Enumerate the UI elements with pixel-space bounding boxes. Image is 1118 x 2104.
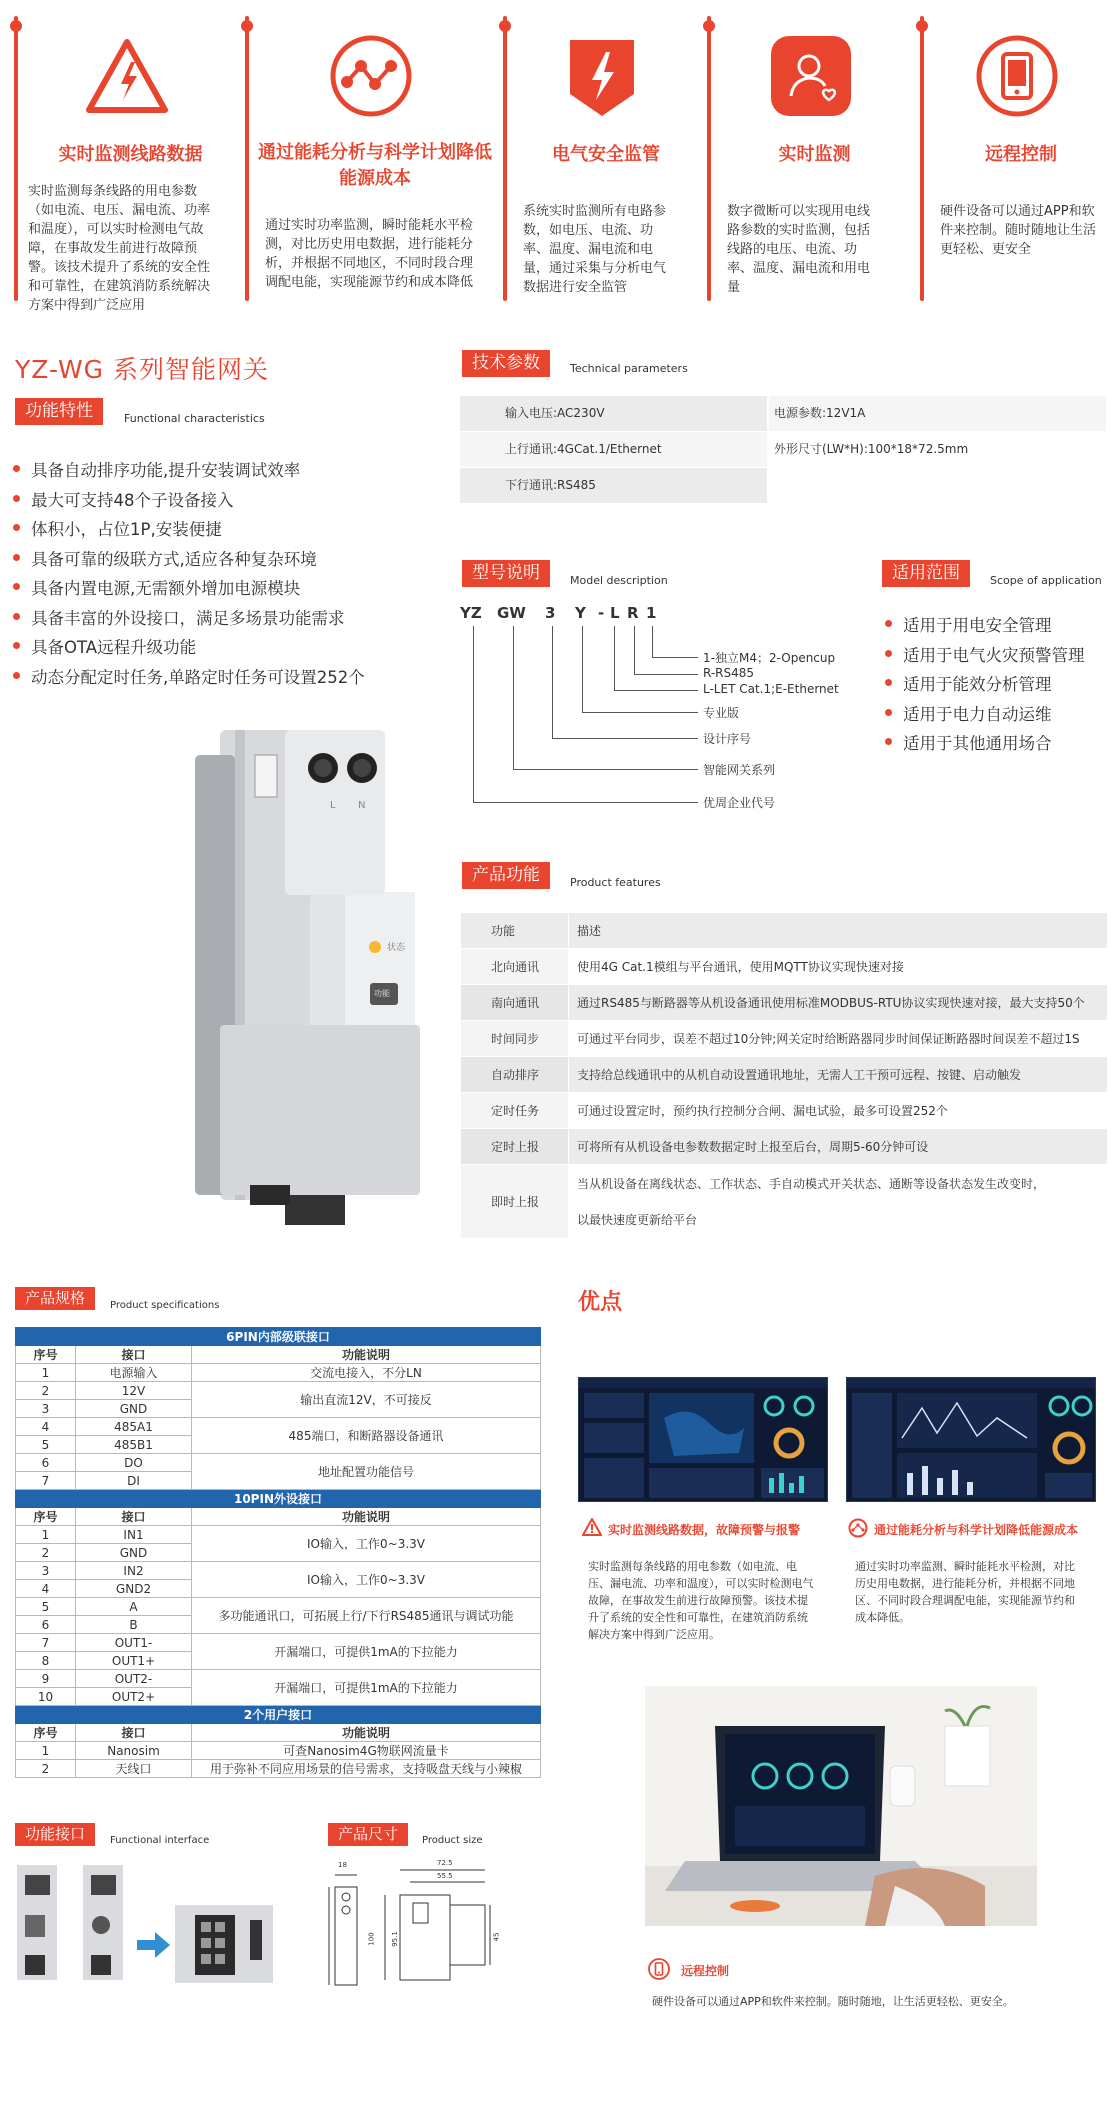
spec-cell-desc: 可查Nanosim4G物联网流量卡 — [192, 1742, 541, 1760]
adv-title: 优点 — [578, 1290, 623, 1315]
lightning-shield-icon — [560, 34, 644, 118]
device-status-label: 状态 — [387, 943, 406, 953]
func-char-item: 具备可靠的级联方式,适应各种复杂环境 — [13, 546, 317, 570]
pf-row-desc: 支持给总线通讯中的从机自动设置通讯地址，无需人工干预可远程、按键、启动触发 — [569, 1057, 1108, 1093]
product-spec-table — [15, 1327, 541, 1778]
device-func-button: 功能 — [374, 989, 390, 998]
feature-card — [245, 16, 493, 301]
spec-cell-desc: 交流电接入，不分LN — [192, 1364, 541, 1382]
model-connector-v — [473, 626, 474, 802]
spec-cell-no: 3 — [16, 1400, 76, 1418]
func-char-item: 具备OTA远程升级功能 — [13, 634, 196, 658]
spec-cell-iface: Nanosim — [76, 1742, 192, 1760]
network-nodes-icon — [329, 34, 413, 118]
spec-cell-iface: IN1 — [76, 1526, 192, 1544]
spec-col-no: 序号 — [16, 1508, 76, 1526]
model-connector-h — [473, 802, 698, 803]
func-char-item: 具备自动排序功能,提升安装调试效率 — [13, 457, 300, 481]
pf-row-desc: 可通过平台同步，误差不超过10分钟;网关定时给断路器同步时间保证断路器时间误差不超过1S — [569, 1021, 1108, 1057]
spec-cell-no: 5 — [16, 1598, 76, 1616]
spec-cell-iface: DI — [76, 1472, 192, 1490]
feature-title: 电气安全监管 — [552, 144, 660, 165]
user-monitor-icon — [769, 34, 853, 118]
spec-cell-iface: 485B1 — [76, 1436, 192, 1454]
model-code-part: 3 — [545, 604, 556, 622]
model-code-part: - — [598, 604, 605, 622]
size-tag: 产品尺寸 — [328, 1823, 408, 1846]
scope-tag: 适用范围 — [882, 560, 970, 587]
spec-cell-no: 1 — [16, 1742, 76, 1760]
dimension-drawing — [325, 1855, 565, 1990]
model-connector-h — [652, 657, 698, 658]
scope-item: 适用于其他通用场合 — [885, 730, 1052, 754]
feature-title: 实时监测线路数据 — [58, 144, 203, 165]
dim-height2: 95.1 — [390, 1931, 399, 1947]
spec-cell-desc: IO输入，工作0~3.3V — [192, 1526, 541, 1562]
spec-cell-no: 6 — [16, 1616, 76, 1634]
model-label: 智能网关系列 — [703, 763, 776, 777]
spec-cell-iface: 12V — [76, 1382, 192, 1400]
model-code-part: 1 — [646, 604, 657, 622]
pf-header-func: 功能 — [461, 913, 569, 949]
model-connector-h — [552, 738, 698, 739]
model-connector-v — [634, 626, 635, 674]
device-image — [190, 725, 430, 1230]
spec-cell-iface: GND — [76, 1544, 192, 1562]
pf-row-func: 时间同步 — [461, 1021, 569, 1057]
model-connector-h — [582, 712, 698, 713]
spec-col-iface: 接口 — [76, 1346, 192, 1364]
model-tag: 型号说明 — [462, 560, 550, 587]
model-label: R-RS485 — [703, 666, 755, 680]
feature-title: 远程控制 — [985, 144, 1057, 165]
spec-col-iface: 接口 — [76, 1724, 192, 1742]
pf-row-func: 自动排序 — [461, 1057, 569, 1093]
feature-desc: 硬件设备可以通过APP和软件来控制。随时随地让生活更轻松、更安全 — [940, 204, 1097, 257]
pf-row-desc — [569, 1165, 1108, 1239]
feature-card — [14, 16, 235, 313]
iface-en: Functional interface — [110, 1835, 210, 1846]
spec-cell-no: 7 — [16, 1634, 76, 1652]
scope-item: 适用于能效分析管理 — [885, 671, 1052, 695]
adv1-desc: 实时监测每条线路的用电参数（如电流、电压、漏电流、功率和温度），可以实时检测电气故障，在事故发生前进行故障预警。该技术提升了系统的安全性和可靠性，在建筑消防系统解决方案中得到广泛应用。 — [588, 1560, 814, 1641]
adv3-desc: 硬件设备可以通过APP和软件来控制。随时随地，让生活更轻松、更安全。 — [652, 1995, 1014, 2008]
prod-func-en: Product features — [570, 876, 661, 889]
dim-height: 100 — [367, 1932, 376, 1946]
func-chars-en: Functional characteristics — [124, 412, 265, 425]
spec-cell-iface: B — [76, 1616, 192, 1634]
spec-cell-iface: OUT2- — [76, 1670, 192, 1688]
model-code-part: L — [610, 604, 620, 622]
device-label-n: N — [358, 800, 366, 811]
model-code-part: R — [627, 604, 639, 622]
model-label: 优周企业代号 — [703, 796, 776, 810]
spec-cell-desc: 开漏端口，可提供1mA的下拉能力 — [192, 1670, 541, 1706]
model-connector-h — [634, 674, 698, 675]
spec-cell-iface: DO — [76, 1454, 192, 1472]
spec-cell-no: 2 — [16, 1760, 76, 1778]
scope-item: 适用于用电安全管理 — [885, 612, 1052, 636]
func-chars-tag: 功能特性 — [15, 398, 103, 425]
dashboard-screenshot-1 — [578, 1377, 828, 1502]
spec-cell-iface: 485A1 — [76, 1418, 192, 1436]
spec-col-desc: 功能说明 — [192, 1508, 541, 1526]
spec-cell-desc: 地址配置功能信号 — [192, 1454, 541, 1490]
feature-divider — [920, 16, 924, 301]
spec-cell-desc: IO输入，工作0~3.3V — [192, 1562, 541, 1598]
spec-cell-iface: 电源输入 — [76, 1364, 192, 1382]
spec-cell-desc: 485端口，和断路器设备通讯 — [192, 1418, 541, 1454]
spec-cell-desc: 多功能通讯口，可拓展上行/下行RS485通讯与调试功能 — [192, 1598, 541, 1634]
phone-icon — [975, 34, 1059, 118]
spec-section-header: 2个用户接口 — [16, 1706, 541, 1724]
spec-cell-no: 4 — [16, 1580, 76, 1598]
pf-row-func: 定时上报 — [461, 1129, 569, 1165]
spec-cell-no: 7 — [16, 1472, 76, 1490]
adv2-title: 通过能耗分析与科学计划降低能源成本 — [874, 1523, 1079, 1537]
product-features-table — [460, 912, 1108, 1239]
spec-cell-no: 1 — [16, 1526, 76, 1544]
spec-cell-desc: 用于弥补不同应用场景的信号需求，支持吸盘天线与小辣椒 — [192, 1760, 541, 1778]
model-connector-v — [652, 626, 653, 657]
spec-cell-iface: A — [76, 1598, 192, 1616]
spec-cell-no: 8 — [16, 1652, 76, 1670]
warning-icon — [85, 34, 169, 118]
spec-cell-no: 10 — [16, 1688, 76, 1706]
feature-card — [920, 16, 1110, 301]
spec-cell-desc: 开漏端口，可提供1mA的下拉能力 — [192, 1634, 541, 1670]
iface-tag: 功能接口 — [15, 1823, 95, 1846]
tech-param-cell: 电源参数:12V1A — [769, 396, 1106, 431]
spec-en: Product specifications — [110, 1300, 220, 1311]
feature-card — [707, 16, 910, 301]
pf-row-func: 北向通讯 — [461, 949, 569, 985]
spec-cell-iface: GND2 — [76, 1580, 192, 1598]
spec-cell-iface: OUT2+ — [76, 1688, 192, 1706]
pf-row-desc-line: 以最快速度更新给平台 — [577, 1212, 698, 1227]
dim-width: 18 — [338, 1861, 347, 1869]
adv3-icon — [648, 1958, 670, 1980]
spec-col-desc: 功能说明 — [192, 1724, 541, 1742]
func-char-item: 具备丰富的外设接口，满足多场景功能需求 — [13, 605, 345, 629]
prod-func-tag: 产品功能 — [462, 862, 550, 889]
pf-row-desc: 使用4G Cat.1模组与平台通讯，使用MQTT协议实现快速对接 — [569, 949, 1108, 985]
dim-depth: 55.5 — [437, 1872, 453, 1880]
feature-title: 通过能耗分析与科学计划降低能源成本 — [258, 142, 492, 189]
spec-cell-no: 9 — [16, 1670, 76, 1688]
model-connector-v — [552, 626, 553, 738]
tech-param-cell: 上行通讯:4GCat.1/Ethernet — [460, 432, 767, 467]
func-char-item: 动态分配定时任务,单路定时任务可设置252个 — [13, 664, 365, 688]
tech-en: Technical parameters — [570, 362, 688, 375]
feature-desc: 通过实时功率监测，瞬时能耗水平检测，对比历史用电数据，进行能耗分析，并根据不同地区，不同时段合理调配电能，实现能源节约和成本降低 — [265, 218, 474, 290]
laptop-photo — [645, 1686, 1037, 1926]
model-connector-v — [513, 626, 514, 769]
feature-card — [503, 16, 697, 301]
spec-col-desc: 功能说明 — [192, 1346, 541, 1364]
spec-cell-iface: GND — [76, 1400, 192, 1418]
feature-desc: 数字微断可以实现用电线路参数的实时监测，包括线路的电压、电流、功率、温度、漏电流和用电量 — [727, 204, 871, 295]
func-char-item: 具备内置电源,无需额外增加电源模块 — [13, 575, 300, 599]
size-en: Product size — [422, 1835, 483, 1846]
adv2-desc: 通过实时功率监测、瞬时能耗水平检测，对比历史用电数据，进行能耗分析，并根据不同地区、不同时段合理调配电能，实现能源节约和成本降低。 — [855, 1560, 1075, 1624]
spec-section-header: 6PIN内部级联接口 — [16, 1328, 541, 1346]
spec-cell-iface: IN2 — [76, 1562, 192, 1580]
spec-cell-no: 1 — [16, 1364, 76, 1382]
scope-item: 适用于电力自动运维 — [885, 701, 1052, 725]
dashboard-screenshot-2 — [846, 1377, 1096, 1502]
func-char-item: 最大可支持48个子设备接入 — [13, 487, 234, 511]
spec-cell-no: 5 — [16, 1436, 76, 1454]
pf-row-func: 南向通讯 — [461, 985, 569, 1021]
spec-col-no: 序号 — [16, 1346, 76, 1364]
spec-col-no: 序号 — [16, 1724, 76, 1742]
spec-cell-no: 2 — [16, 1544, 76, 1562]
func-char-item: 体积小，占位1P,安装便捷 — [13, 516, 222, 540]
scope-item: 适用于电气火灾预警管理 — [885, 642, 1085, 666]
feature-divider — [503, 16, 507, 301]
model-label: 1-独立M4；2-Opencup — [703, 651, 836, 665]
spec-cell-no: 6 — [16, 1454, 76, 1472]
model-en: Model description — [570, 574, 668, 587]
model-label: 设计序号 — [703, 732, 752, 746]
tech-param-cell: 下行通讯:RS485 — [460, 468, 767, 503]
pf-row-desc-line: 当从机设备在离线状态、工作状态、手自动模式开关状态、通断等设备状态发生改变时， — [577, 1176, 1046, 1191]
spec-tag: 产品规格 — [15, 1287, 95, 1310]
feature-divider — [14, 16, 18, 301]
feature-divider — [707, 16, 711, 301]
model-code-part: GW — [497, 604, 526, 622]
device-label-l: L — [330, 800, 336, 811]
adv1-icon — [582, 1518, 602, 1536]
model-label: 专业版 — [703, 706, 740, 720]
spec-section-header: 10PIN外设接口 — [16, 1490, 541, 1508]
model-code-part: YZ — [460, 604, 482, 622]
feature-divider — [245, 16, 249, 301]
pf-row-func: 定时任务 — [461, 1093, 569, 1129]
spec-cell-iface: OUT1- — [76, 1634, 192, 1652]
model-connector-h — [513, 769, 698, 770]
spec-cell-no: 2 — [16, 1382, 76, 1400]
interface-photos — [15, 1860, 275, 1985]
model-connector-v — [614, 626, 615, 690]
pf-row-func: 即时上报 — [461, 1165, 569, 1239]
pf-row-desc: 可将所有从机设备电参数数据定时上报至后台，周期5-60分钟可设 — [569, 1129, 1108, 1165]
feature-desc: 实时监测每条线路的用电参数（如电流、电压、漏电流、功率和温度），可以实时检测电气故障，在事故发生前进行故障预警。该技术提升了系统的安全性和可靠性，在建筑消防系统解决方案中得到广泛应用 — [28, 184, 211, 313]
tech-param-cell: 输入电压:AC230V — [460, 396, 767, 431]
pf-row-desc: 通过RS485与断路器等从机设备通讯使用标准MODBUS-RTU协议实现快速对接，最大支持50个 — [569, 985, 1108, 1021]
model-code-part: Y — [575, 604, 586, 622]
dim-inner: 45 — [492, 1932, 501, 1942]
adv3-title: 远程控制 — [681, 1964, 730, 1978]
spec-cell-no: 4 — [16, 1418, 76, 1436]
model-label: L-LET Cat.1;E-Ethernet — [703, 682, 839, 696]
feature-title: 实时监测 — [778, 144, 851, 165]
spec-col-iface: 接口 — [76, 1508, 192, 1526]
pf-header-desc: 描述 — [569, 913, 1108, 949]
spec-cell-no: 3 — [16, 1562, 76, 1580]
spec-cell-desc: 输出直流12V，不可接反 — [192, 1382, 541, 1418]
tech-param-cell: 外形尺寸(LW*H):100*18*72.5mm — [769, 432, 1106, 467]
series-title: YZ-WG 系列智能网关 — [15, 355, 270, 384]
model-connector-v — [582, 626, 583, 712]
adv1-title: 实时监测线路数据，故障预警与报警 — [608, 1523, 801, 1537]
spec-cell-iface: 天线口 — [76, 1760, 192, 1778]
adv2-icon — [848, 1518, 868, 1538]
spec-cell-iface: OUT1+ — [76, 1652, 192, 1670]
tech-tag: 技术参数 — [462, 350, 550, 377]
dim-length: 72.5 — [437, 1859, 453, 1867]
model-connector-h — [614, 690, 698, 691]
feature-desc: 系统实时监测所有电路参数，如电压、电流、功率、温度、漏电流和电量，通过采集与分析电气数据进行安全监管 — [523, 204, 667, 295]
scope-en: Scope of application — [990, 574, 1102, 587]
pf-row-desc: 可通过设置定时，预约执行控制分合闸、漏电试验，最多可设置252个 — [569, 1093, 1108, 1129]
